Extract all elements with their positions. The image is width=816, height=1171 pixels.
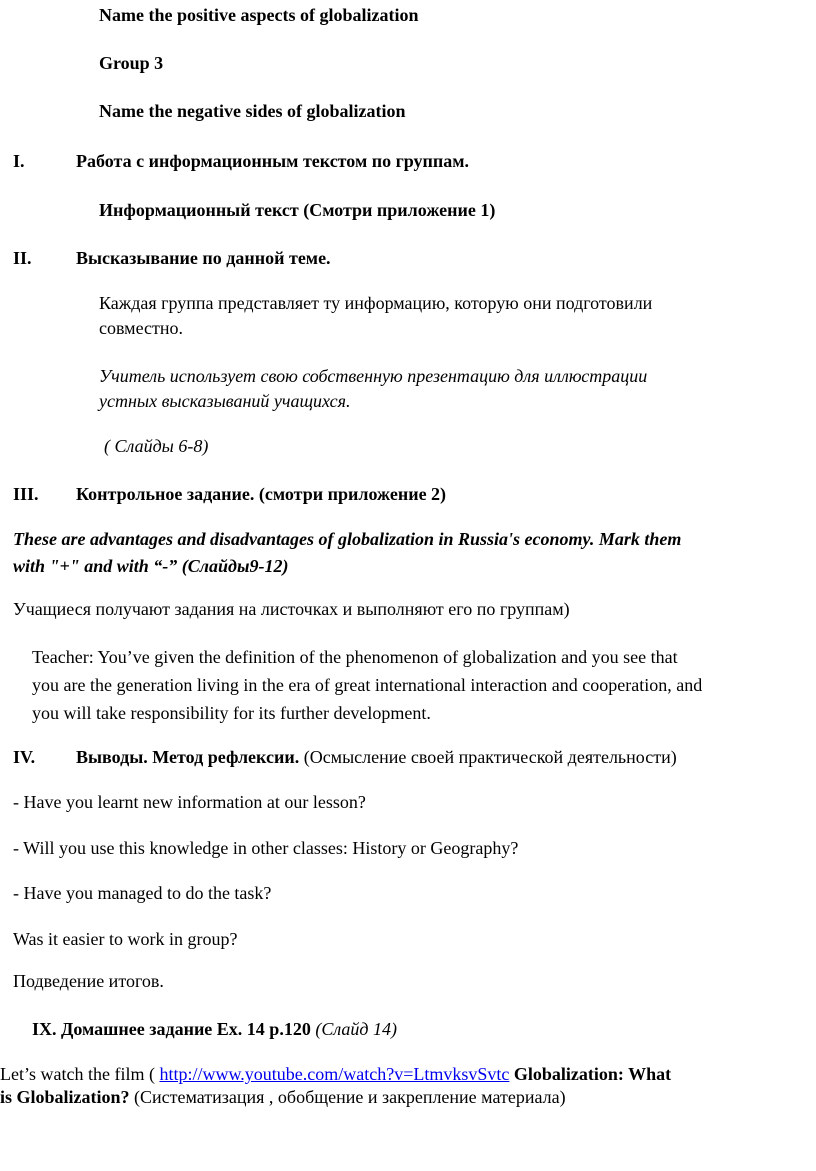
homework-line	[32, 1017, 397, 1041]
teacher-statement-line-3: you will take responsibility for its further development.	[32, 703, 431, 723]
homework-slide: (Слайд 14)	[310, 1019, 397, 1039]
reflection-question-1: - Have you learnt new information at our lesson?	[13, 792, 366, 812]
teacher-statement-line-2: you are the generation living in the era of great international interaction and cooperation, and	[32, 675, 703, 695]
slides-6-8: ( Слайды 6-8)	[104, 436, 209, 456]
positive-aspects-task: Name the positive aspects of globalization	[99, 5, 419, 25]
section-2-title: Высказывание по данной теме.	[76, 248, 331, 268]
youtube-link[interactable]: http://www.youtube.com/watch?v=LtmvksvSvtc	[159, 1064, 510, 1084]
section-4-title	[76, 745, 677, 769]
reflection-question-4: Was it easier to work in group?	[13, 929, 238, 949]
section-3-number: III.	[13, 484, 39, 504]
section-4-number: IV.	[13, 747, 36, 767]
reflection-question-2: - Will you use this knowledge in other classes: History or Geography?	[13, 838, 519, 858]
group-presentation-line-2: совместно.	[99, 318, 183, 338]
film-title-part-2: is Globalization?	[0, 1087, 130, 1107]
section-1-title: Работа с информационным текстом по группам.	[76, 151, 470, 171]
film-prefix: Let’s watch the film (	[0, 1064, 160, 1084]
section-3-title: Контрольное задание. (смотри приложение 2)	[76, 484, 447, 504]
teacher-statement-line-1: Teacher: You’ve given the definition of the phenomenon of globalization and you see that	[32, 647, 678, 667]
group-presentation-line-1: Каждая группа представляет ту информацию, которую они подготовили	[99, 293, 653, 313]
film-title-part-1: Globalization: What	[509, 1064, 672, 1084]
film-line-1	[0, 1062, 671, 1086]
control-task-line-1: These are advantages and disadvantages of globalization in Russia's economy. Mark them	[13, 529, 682, 549]
film-purpose: (Систематизация , обобщение и закрепление материала)	[129, 1087, 566, 1107]
group-3-label: Group 3	[99, 53, 164, 73]
negative-sides-task: Name the negative sides of globalization	[99, 101, 406, 121]
teacher-presentation-line-1: Учитель использует свою собственную презентацию для иллюстрации	[99, 366, 648, 386]
summary-label: Подведение итогов.	[13, 971, 164, 991]
info-text-reference: Информационный текст (Смотри приложение 1)	[99, 200, 496, 220]
section-4-title-rest: (Осмысление своей практической деятельности)	[299, 747, 677, 767]
film-line-2	[0, 1085, 566, 1109]
section-2-number: II.	[13, 248, 32, 268]
homework-title: IX. Домашнее задание Ex. 14 p.120	[32, 1019, 311, 1039]
section-1-number: I.	[13, 151, 25, 171]
reflection-question-3: - Have you managed to do the task?	[13, 883, 272, 903]
teacher-presentation-line-2: устных высказываний учащихся.	[99, 391, 351, 411]
section-4-title-bold: Выводы. Метод рефлексии.	[76, 747, 300, 767]
control-task-line-2: with "+" and with “-” (Слайды9-12)	[13, 556, 289, 576]
students-receive-tasks: Учащиеся получают задания на листочках и выполняют его по группам)	[13, 599, 570, 619]
